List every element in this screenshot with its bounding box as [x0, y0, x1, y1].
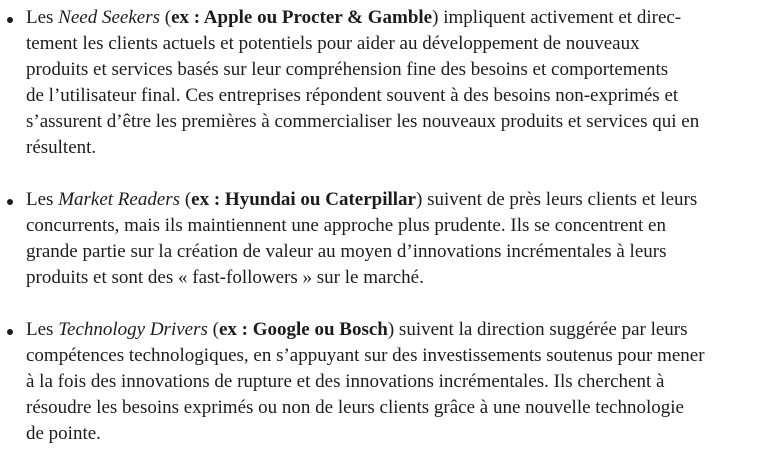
- text-run: ) impliquent activement et direc-: [432, 7, 682, 28]
- bullet-icon: [7, 199, 13, 205]
- text-line: s’assurent d’être les premières à commercialiser les nouveaux produits et services qui en: [26, 111, 700, 132]
- text-line: grande partie sur la création de valeur au moyen d’innovations incrémentales à leurs: [26, 241, 667, 262]
- bullet-icon: [7, 329, 13, 335]
- term-technology-drivers: Technology Drivers: [58, 319, 208, 340]
- text-line: compétences technologiques, en s’appuyant sur des investissements soutenus pour mener: [26, 345, 705, 366]
- example-companies: ex : Apple ou Procter & Gamble: [171, 7, 433, 28]
- text-line: [26, 187, 697, 213]
- text-run: Les: [26, 7, 59, 28]
- bullet-icon: [7, 17, 13, 23]
- text-run: Les: [26, 319, 59, 340]
- text-run: (: [180, 189, 192, 210]
- text-line: [26, 5, 681, 31]
- example-companies: ex : Google ou Bosch: [218, 319, 388, 340]
- text-run: (: [207, 319, 219, 340]
- term-need-seekers: Need Seekers: [58, 7, 160, 28]
- text-run: ) suivent de près leurs clients et leurs: [416, 189, 698, 210]
- text-line: produits et sont des « fast-followers » sur le marché.: [26, 267, 424, 288]
- term-market-readers: Market Readers: [58, 189, 181, 210]
- example-companies: ex : Hyundai ou Caterpillar: [191, 189, 416, 210]
- text-line: résoudre les besoins exprimés ou non de leurs clients grâce à une nouvelle technologie: [26, 397, 684, 418]
- text-line: résultent.: [26, 137, 97, 158]
- text-line: [26, 317, 688, 343]
- text-line: produits et services basés sur leur compréhension fine des besoins et comportements: [26, 59, 669, 80]
- text-run: (: [160, 7, 172, 28]
- text-run: Les: [26, 189, 59, 210]
- text-line: de l’utilisateur final. Ces entreprises répondent souvent à des besoins non-exprimés et: [26, 85, 679, 106]
- text-line: tement les clients actuels et potentiels pour aider au développement de nouveaux: [26, 33, 640, 54]
- text-line: concurrents, mais ils maintiennent une approche plus prudente. Ils se concentrent en: [26, 215, 666, 236]
- text-line: de pointe.: [26, 423, 101, 444]
- text-run: ) suivent la direction suggérée par leurs: [387, 319, 688, 340]
- text-line: à la fois des innovations de rupture et des innovations incrémentales. Ils cherchent à: [26, 371, 665, 392]
